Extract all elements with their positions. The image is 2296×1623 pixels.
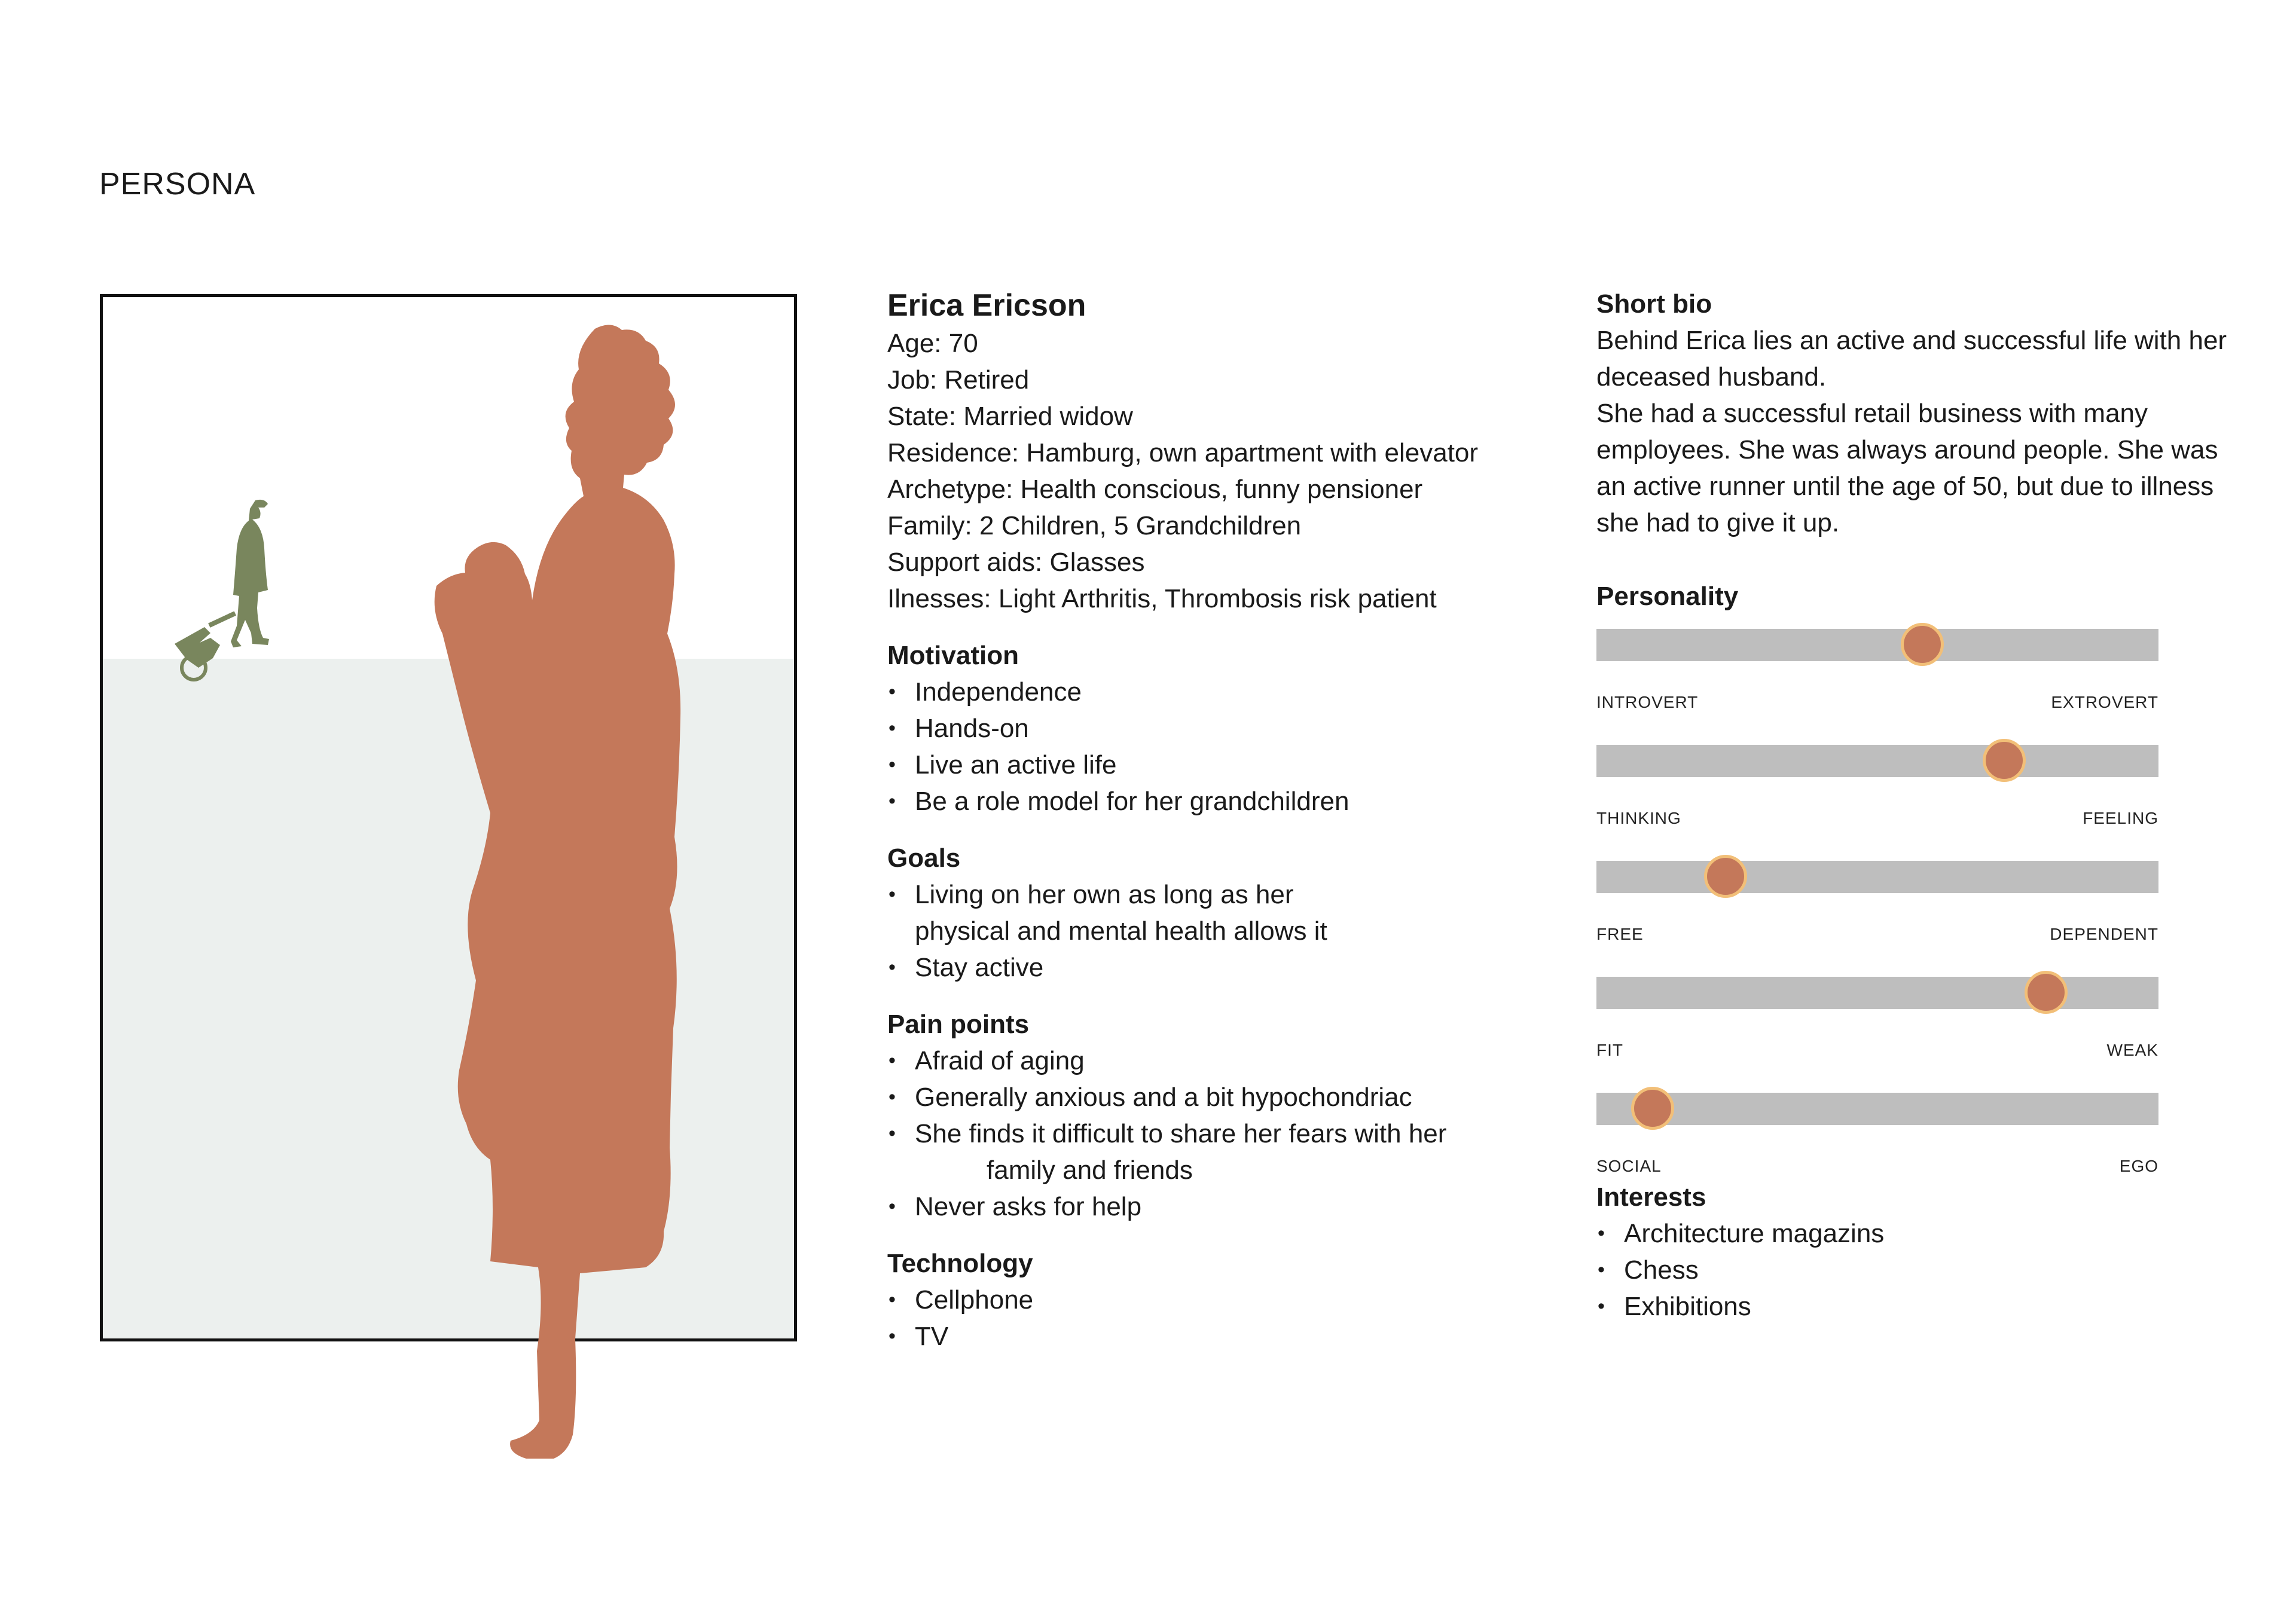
pain-points-section	[887, 1006, 1563, 1225]
personality-scale-free-dependent	[1596, 861, 2158, 943]
technology-heading: Technology	[887, 1249, 1033, 1278]
goal-line: Living on her own as long as her	[915, 880, 1294, 909]
motivation-section	[887, 637, 1563, 820]
persona-silhouette	[383, 323, 765, 1483]
list-item	[887, 1115, 1563, 1188]
list-item: • Exhibitions	[1596, 1288, 2236, 1325]
scale-marker	[1704, 855, 1747, 898]
bio-paragraph: Behind Erica lies an active and successful life with her deceased husband.	[1596, 326, 2227, 392]
scale-track	[1596, 977, 2158, 1009]
scale-track	[1596, 745, 2158, 777]
goals-section	[887, 840, 1563, 986]
list-item: • Stay active	[887, 949, 1563, 986]
pain-line: She finds it difficult to share her fears with her	[915, 1119, 1447, 1148]
scale-track	[1596, 1093, 2158, 1125]
pain-line: family and friends	[987, 1156, 1193, 1185]
list-item	[887, 876, 1563, 949]
detail-support-aids: Support aids: Glasses	[887, 548, 1145, 577]
motivation-heading: Motivation	[887, 641, 1019, 670]
bio-paragraph: She had a successful retail business with many employees. She was always around people. She was an active runner until the age of 50, but due to illness she had to give it up.	[1596, 399, 2218, 537]
list-item: • Be a role model for her grandchildren	[887, 783, 1563, 820]
interests-heading: Interests	[1596, 1182, 1706, 1212]
scale-label-right: DEPENDENT	[2050, 925, 2158, 943]
scale-label-right: EGO	[2119, 1157, 2158, 1175]
personality-scale-social-ego	[1596, 1093, 2158, 1175]
list-item: • Afraid of aging	[887, 1043, 1563, 1079]
scale-label-left: FREE	[1596, 925, 1644, 943]
personality-heading: Personality	[1596, 582, 1739, 611]
scale-label-right: EXTROVERT	[2051, 693, 2158, 711]
personality-scale-thinking-feeling	[1596, 745, 2158, 827]
personality-scale-fit-weak	[1596, 977, 2158, 1059]
detail-family: Family: 2 Children, 5 Grandchildren	[887, 511, 1302, 540]
detail-state: State: Married widow	[887, 402, 1133, 431]
scale-label-right: WEAK	[2106, 1041, 2158, 1059]
scale-label-left: SOCIAL	[1596, 1157, 1662, 1175]
personality-section	[1596, 578, 2236, 1175]
page-title: PERSONA	[99, 167, 256, 201]
scale-label-left: INTROVERT	[1596, 693, 1699, 711]
person-with-trolley-silhouette	[163, 494, 300, 686]
pain-points-heading: Pain points	[887, 1010, 1030, 1039]
list-item: • TV	[887, 1318, 1563, 1355]
scale-track	[1596, 629, 2158, 661]
interests-section	[1596, 1179, 2236, 1325]
list-item: • Independence	[887, 674, 1563, 710]
personality-scale-introvert-extrovert	[1596, 629, 2158, 711]
scale-label-left: FIT	[1596, 1041, 1623, 1059]
profile-column	[887, 286, 1563, 1355]
detail-illnesses: Ilnesses: Light Arthritis, Thrombosis risk patient	[887, 584, 1437, 613]
scale-marker	[1901, 623, 1944, 666]
detail-residence: Residence: Hamburg, own apartment with elevator	[887, 438, 1479, 467]
bio-column	[1596, 286, 2236, 1325]
scale-label-right: FEELING	[2083, 809, 2158, 827]
bio-heading: Short bio	[1596, 289, 1712, 319]
list-item: • Architecture magazins	[1596, 1215, 2236, 1252]
list-item: • Live an active life	[887, 747, 1563, 783]
scale-marker	[2025, 971, 2068, 1014]
goal-line: physical and mental health allows it	[915, 916, 1327, 946]
list-item: • Chess	[1596, 1252, 2236, 1288]
list-item: • Hands-on	[887, 710, 1563, 747]
scale-marker	[1983, 739, 2026, 782]
list-item: • Generally anxious and a bit hypochondriac	[887, 1079, 1563, 1115]
list-item: • Never asks for help	[887, 1188, 1563, 1225]
technology-section	[887, 1245, 1563, 1355]
scale-track	[1596, 861, 2158, 893]
goals-heading: Goals	[887, 843, 961, 873]
list-item: • Cellphone	[887, 1282, 1563, 1318]
detail-age: Age: 70	[887, 329, 978, 358]
scale-marker	[1631, 1087, 1674, 1130]
persona-name: Erica Ericson	[887, 288, 1086, 323]
personality-scales	[1596, 629, 2236, 1175]
detail-job: Job: Retired	[887, 365, 1030, 395]
detail-archetype: Archetype: Health conscious, funny pensioner	[887, 475, 1423, 504]
scale-label-left: THINKING	[1596, 809, 1681, 827]
